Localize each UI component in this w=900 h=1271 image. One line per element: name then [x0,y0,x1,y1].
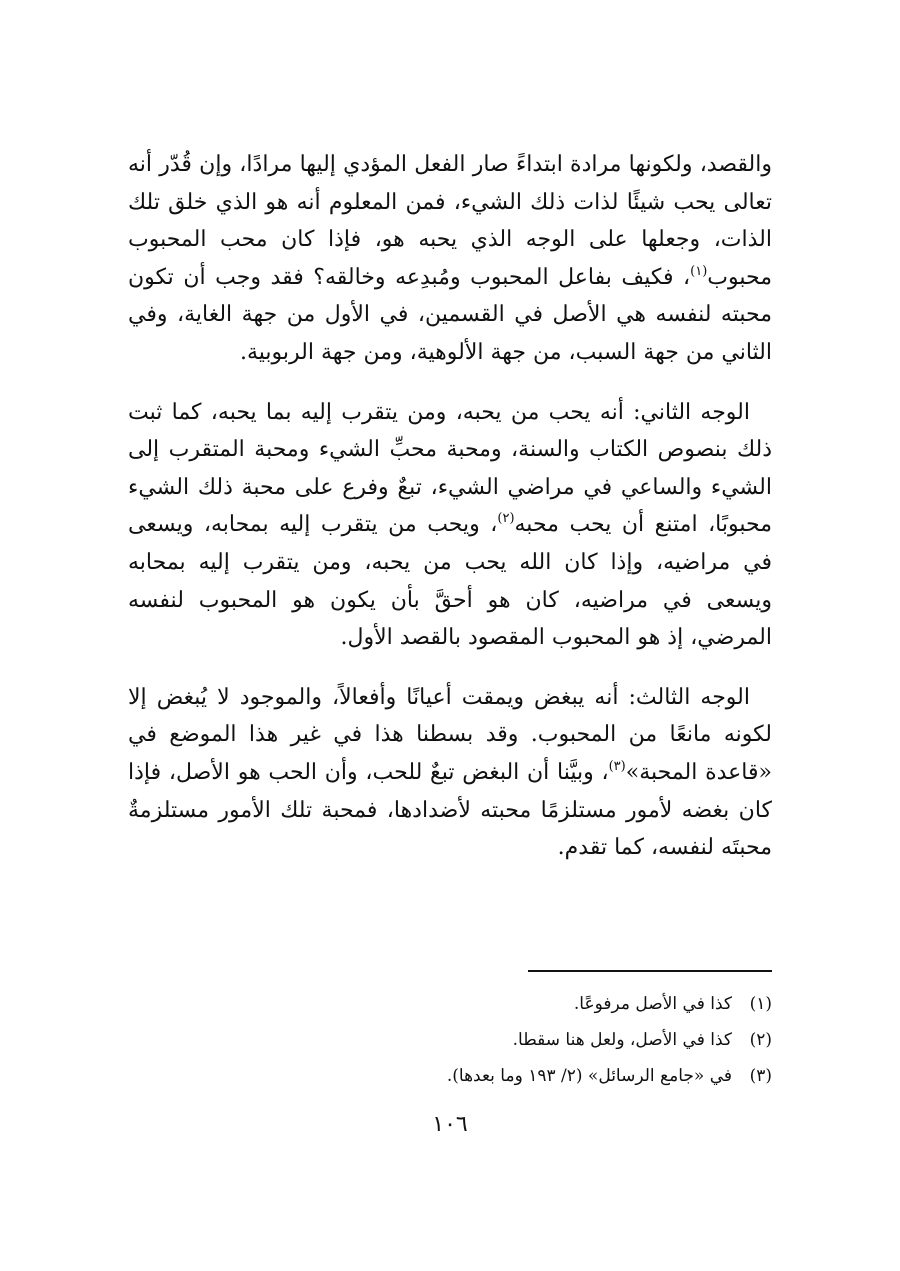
footnote-1-number: (١) [749,994,772,1014]
footnote-divider [528,970,772,972]
footnote-1-text: كذا في الأصل مرفوعًا. [573,994,732,1014]
footnote-3-number: (٣) [749,1066,772,1086]
footnote-2-text: كذا في الأصل، ولعل هنا سقطا. [512,1030,732,1050]
footnote-ref-1: (١) [690,263,708,279]
footnote-ref-3: (٣) [608,758,626,774]
paragraph-2-text-b: ، ويحب من يتقرب إليه بمحابه، ويسعى في مراضيه، وإذا كان الله يحب من يحبه، ومن يتقرب إليه بمحابه ويسعى في مراضيه، كان هو أحقَّ بأن يكون هو المحبوب لنفسه المرضي، إذ هو المحبوب المقصود بالقصد الأول. [128,512,772,651]
paragraph-3 [128,679,772,867]
main-text [128,146,772,867]
paragraph-2-text-a: الوجه الثاني: أنه يحب من يحبه، ومن يتقرب إليه بما يحبه، كما ثبت ذلك بنصوص الكتاب والسنة، ومحبة محبِّ الشيء ومحبة المتقرب إلى الشيء والساعي في مراضي الشيء، تبعٌ وفرع على محبة ذلك الشيء محبوبًا، امتنع أن يحب محبه [128,399,773,538]
footnote-2-number: (٢) [749,1030,772,1050]
paragraph-1 [128,146,772,372]
footnote-3-text: في «جامع الرسائل» (٢/ ١٩٣ وما بعدها). [446,1066,732,1086]
paragraph-1-text-b: ، فكيف بفاعل المحبوب ومُبدِعه وخالقه؟ فقد وجب أن تكون محبته لنفسه هي الأصل في القسمين، في الأول من جهة الغاية، وفي الثاني من جهة السبب، من جهة الألوهية، ومن جهة الربوبية. [128,264,772,365]
footnotes [128,986,772,1094]
paragraph-1-text-a: والقصد، ولكونها مرادة ابتداءً صار الفعل المؤدي إليها مرادًا، وإن قُدّر أنه تعالى يحب شيئًا لذات ذلك الشيء، فمن المعلوم أنه هو الذي خلق تلك الذات، وجعلها على الوجه الذي يحبه هو، فإذا كان محب المحبوب محبوب [128,152,772,290]
footnote-2 [128,1022,772,1058]
footnote-3 [128,1058,772,1094]
paragraph-2 [128,394,772,657]
page-number: ١٠٦ [432,1112,468,1137]
footnote-ref-2: (٢) [497,511,515,527]
footnote-1 [128,986,772,1022]
paragraph-3-text-a: الوجه الثالث: أنه يبغض ويمقت أعيانًا وأفعالاً، والموجود لا يُبغض إلا لكونه مانعًا من المحبوب. وقد بسطنا هذا في غير هذا الموضع في «قاعدة المحبة» [128,684,772,785]
paragraph-3-text-b: ، وبيَّنا أن البغض تبعٌ للحب، وأن الحب هو الأصل، فإذا كان بغضه لأمور مستلزمًا محبته لأضدادها، فمحبة تلك الأمور مستلزمةٌ محبتَه لنفسه، كما تقدم. [128,759,772,861]
